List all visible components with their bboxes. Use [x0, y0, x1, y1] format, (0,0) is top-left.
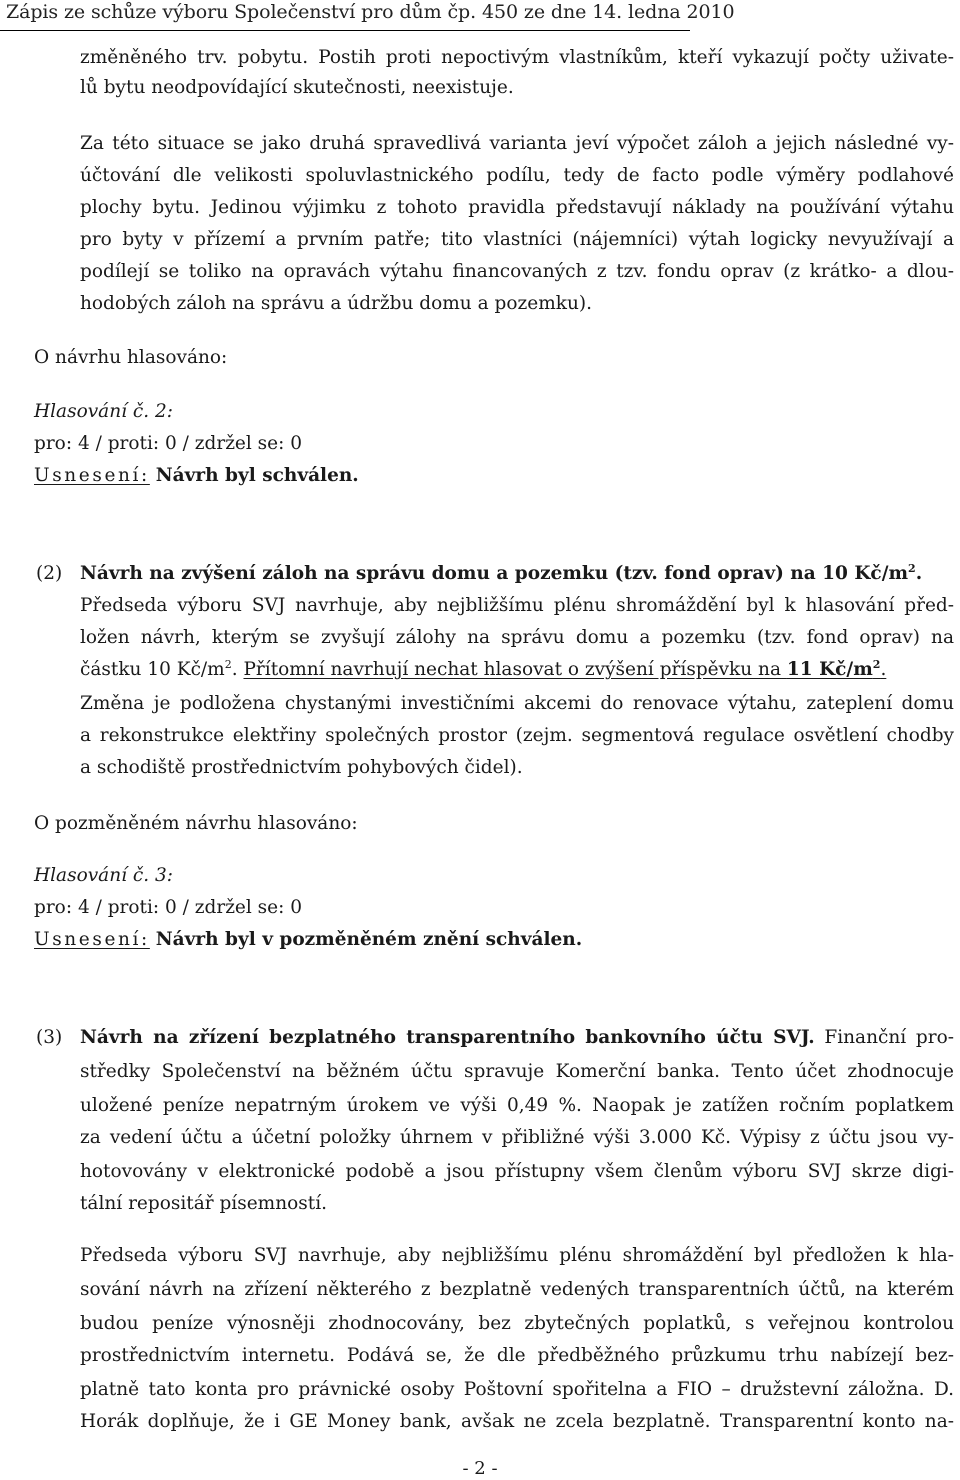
item-title: Návrh na zvýšení záloh na správu domu a pozemku (tzv. fond oprav) na 10 $Kč/m^2$.	[80, 562, 923, 584]
vote-result: pro: 4 / proti: 0 / zdržel se: 0	[34, 897, 303, 918]
text-line: a schodiště prostřednictvím pohybových čidel).	[80, 757, 523, 778]
resolution	[34, 928, 582, 952]
item-title: Návrh na zřízení bezplatného transparentního bankovního účtu SVJ. Finanční pro-	[80, 1027, 954, 1048]
text-line: uložené peníze nepatrným úrokem ve výši 0,49 %. Naopak je zatížen ročním poplatkem	[80, 1095, 954, 1116]
resolution-text: Návrh byl schválen.	[155, 465, 359, 486]
resolution-label: Usnesení:	[34, 465, 150, 486]
text-line: Změna je podložena chystanými investičními akcemi do renovace výtahu, zateplení domu	[80, 693, 954, 714]
text-line: a rekonstrukce elektřiny společných prostor (zejm. segmentová regulace osvětlení chodby	[80, 725, 954, 746]
text-line: účtování dle velikosti spoluvlastnického podílu, tedy de facto podle výměry podlahové	[80, 165, 954, 186]
text-line: středky Společenství na běžném účtu spravuje Komerční banka. Tento účet zhodnocuje	[80, 1061, 954, 1082]
proposal-underlined: Přítomní navrhují nechat hlasovat o zvýšení příspěvku na 11 $Kč/m^2$.	[243, 658, 887, 680]
header-title: Zápis ze schůze výboru Společenství pro dům čp. 450 ze dne 14. ledna 2010	[6, 1, 735, 23]
text-line: Předseda výboru SVJ navrhuje, aby nejbližšímu plénu shromáždění byl předložen k hla-	[80, 1245, 954, 1266]
text-line: plochy bytu. Jedinou výjimku z tohoto pravidla představují náklady na používání výtahu	[80, 197, 954, 218]
vote-label: Hlasování č. 2:	[34, 401, 174, 422]
vote-intro: O návrhu hlasováno:	[34, 347, 228, 368]
page-number: - 2 -	[462, 1458, 498, 1479]
text-line: prostřednictvím internetu. Podává se, že dle předběžného průzkumu trhu nabízejí bez-	[80, 1345, 954, 1366]
text-line: pro byty v přízemí a prvním patře; tito vlastníci (nájemníci) výtah logicky nevyužívají a	[80, 229, 954, 250]
text-line: Za této situace se jako druhá spravedlivá varianta jeví výpočet záloh a jejich následné vy-	[80, 133, 954, 154]
item-number: (2)	[36, 563, 63, 584]
text-line: ložen návrh, kterým se zvyšují zálohy na správu domu a pozemku (tzv. fond oprav) na	[80, 627, 954, 648]
text-line: za vedení účtu a účetní položky úhrnem v přibližné výši 3.000 Kč. Výpisy z účtu jsou vy-	[80, 1127, 954, 1148]
text-line: Horák doplňuje, že i GE Money bank, avšak ne zcela bezplatně. Transparentní konto na-	[80, 1411, 954, 1432]
text-line: změněného trv. pobytu. Postih proti nepoctivým vlastníkům, kteří vykazují počty uživate-	[80, 47, 954, 68]
text-line: tální repositář písemností.	[80, 1193, 327, 1214]
item-number: (3)	[36, 1027, 63, 1048]
text-line: lů bytu neodpovídající skutečnosti, neexistuje.	[80, 77, 514, 98]
vote-label: Hlasování č. 3:	[34, 865, 174, 886]
vote-result: pro: 4 / proti: 0 / zdržel se: 0	[34, 433, 303, 454]
resolution	[34, 464, 359, 488]
text-line: budou peníze výnosněji zhodnocovány, bez zbytečných poplatků, s veřejnou kontrolou	[80, 1313, 954, 1334]
vote-intro: O pozměněném návrhu hlasováno:	[34, 813, 358, 834]
text-line: hotovovány v elektronické podobě a jsou přístupny všem členům výboru SVJ skrze digi-	[80, 1161, 954, 1182]
text-line: sování návrh na zřízení některého z bezplatně vedených transparentních účtů, na kterém	[80, 1279, 954, 1300]
text-line: hodobých záloh na správu a údržbu domu a pozemku).	[80, 293, 592, 314]
text-line: Předseda výboru SVJ navrhuje, aby nejbližšímu plénu shromáždění byl k hlasování před-	[80, 595, 954, 616]
text-line: platně tato konta pro právnické osoby Poštovní spořitelna a FIO – družstevní záložna. D.	[80, 1379, 954, 1400]
text-line: podílejí se toliko na opravách výtahu financovaných z tzv. fondu oprav (z krátko- a dlou-	[80, 261, 954, 282]
text-line: částku 10 $Kč/m^2$. Přítomní navrhují nechat hlasovat o zvýšení příspěvku na 11 $Kč/m^2$.	[80, 658, 887, 680]
resolution-text: Návrh byl v pozměněném znění schválen.	[155, 929, 583, 950]
resolution-label: Usnesení:	[34, 929, 150, 950]
